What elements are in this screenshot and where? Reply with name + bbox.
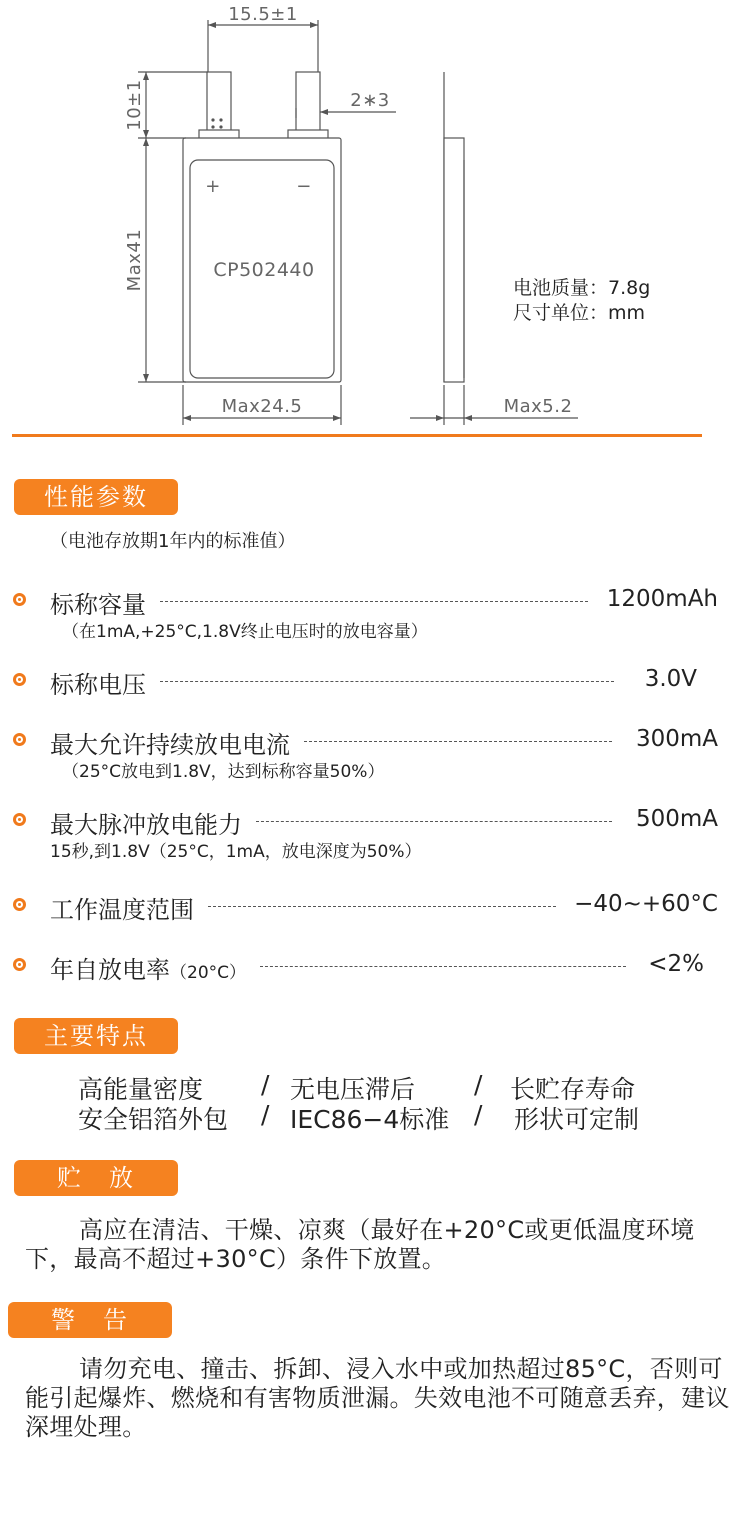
leader-dots	[304, 741, 612, 742]
divider-line	[12, 434, 702, 437]
model-label: CP502440	[213, 259, 315, 281]
dim-tab-height-label: 10±1	[124, 79, 145, 131]
bullet-icon	[13, 673, 26, 686]
param-value: 1200mAh	[606, 586, 718, 612]
dim-height-label: Max41	[124, 228, 145, 292]
param-row	[0, 585, 750, 645]
minus-terminal-label: −	[296, 176, 312, 197]
param-row	[0, 725, 750, 785]
feature-separator: /	[261, 1070, 270, 1099]
storage-text: 高应在清洁、干燥、凉爽（最好在+20°C或更低温度环境下，最高不超过+30°C）条件下放置。	[25, 1216, 695, 1273]
dim-tab-size-label: 2∗3	[350, 90, 390, 111]
param-row	[0, 665, 750, 725]
bullet-icon	[13, 593, 26, 606]
dim-width-label: Max24.5	[221, 396, 303, 417]
warning-text: 请勿充电、撞击、拆卸、浸入水中或加热超过85°C，否则可能引起爆炸、燃烧和有害物质泄漏。失效电池不可随意丢弃，建议深埋处理。	[25, 1355, 730, 1441]
plus-terminal-label: +	[205, 176, 221, 197]
param-value: <2%	[648, 951, 704, 977]
param-name-text: 最大允许持续放电电流	[50, 731, 290, 759]
param-note: （25°C放电到1.8V，达到标称容量50%）	[62, 762, 385, 782]
param-row	[0, 950, 750, 1010]
param-name-text: 标称电压	[50, 671, 146, 699]
feature-item: 长贮存寿命	[510, 1075, 636, 1104]
param-name-text: 最大脉冲放电能力	[50, 811, 242, 839]
feature-separator: /	[474, 1070, 483, 1099]
leader-dots	[260, 966, 626, 967]
section-title-features: 主要特点	[14, 1018, 178, 1054]
param-name-text: 年自放电率	[50, 956, 170, 984]
param-row	[0, 805, 750, 865]
bullet-icon	[13, 958, 26, 971]
param-name-text: 工作温度范围	[50, 896, 194, 924]
battery-weight: 电池质量：7.8g	[513, 277, 651, 299]
dim-tab-spacing-label: 15.5±1	[228, 4, 298, 25]
feature-item: IEC86−4标准	[290, 1105, 450, 1134]
param-name	[50, 665, 146, 700]
param-note: （在1mA,+25°C,1.8V终止电压时的放电容量）	[62, 622, 428, 642]
param-name-text: 标称容量	[50, 591, 146, 619]
battery-dimension-drawing	[0, 0, 750, 440]
param-value: −40~+60°C	[574, 891, 718, 917]
feature-item: 安全铝箔外包	[78, 1105, 229, 1134]
param-name	[50, 805, 242, 840]
leader-dots	[256, 821, 612, 822]
performance-note: （电池存放期1年内的标准值）	[50, 531, 296, 552]
param-name	[50, 585, 146, 620]
param-name	[50, 950, 246, 985]
param-value: 3.0V	[644, 666, 697, 692]
param-value: 300mA	[635, 726, 718, 752]
param-name	[50, 725, 290, 760]
feature-item: 形状可定制	[514, 1105, 640, 1134]
section-title-performance: 性能参数	[14, 479, 178, 515]
dimension-unit: 尺寸单位：mm	[513, 302, 646, 324]
bullet-icon	[13, 733, 26, 746]
feature-separator: /	[474, 1100, 483, 1129]
section-title-storage: 贮 放	[14, 1160, 178, 1196]
leader-dots	[160, 681, 614, 682]
param-row	[0, 890, 750, 950]
leader-dots	[208, 906, 556, 907]
feature-item: 高能量密度	[78, 1075, 204, 1104]
param-value: 500mA	[635, 806, 718, 832]
feature-item: 无电压滞后	[290, 1075, 416, 1104]
bullet-icon	[13, 813, 26, 826]
param-name	[50, 890, 194, 925]
leader-dots	[160, 601, 588, 602]
feature-separator: /	[261, 1100, 270, 1129]
dim-thickness-label: Max5.2	[503, 396, 573, 417]
section-title-warning: 警 告	[8, 1302, 172, 1338]
param-condition: （20°C）	[170, 963, 247, 983]
param-note: 15秒,到1.8V（25°C，1mA，放电深度为50%）	[50, 842, 422, 862]
bullet-icon	[13, 898, 26, 911]
